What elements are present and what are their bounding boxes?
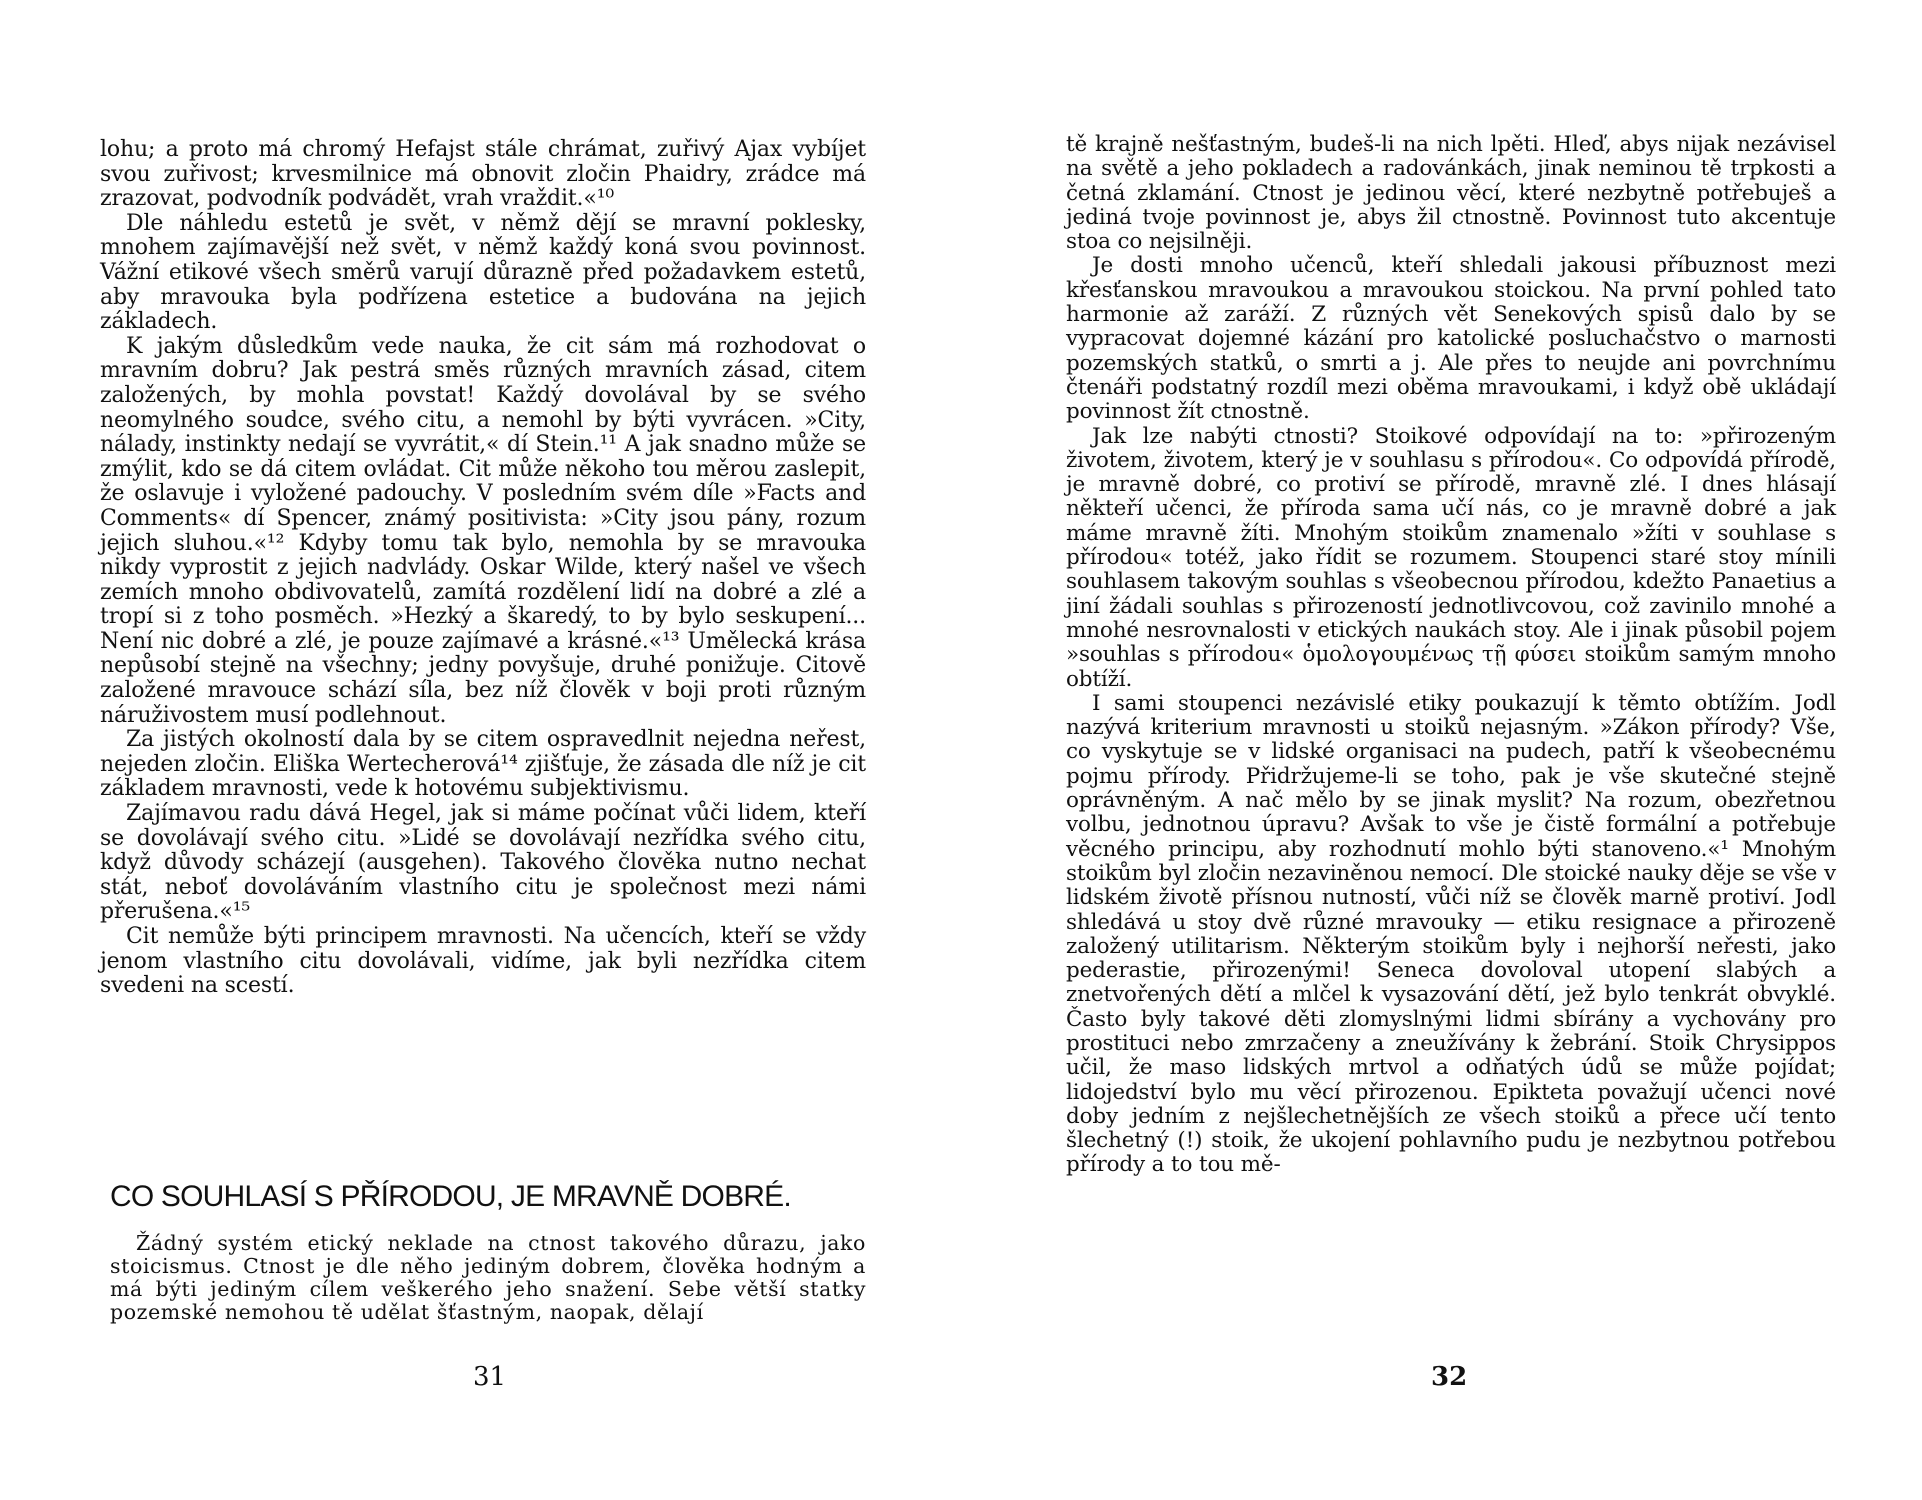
right-page — [961, 0, 1922, 1500]
left-page-bottom-text — [110, 1232, 866, 1324]
paragraph: tě krajně nešťastným, budeš-li na nich lpěti. Hleď, abys nijak nezávisel na světě a jeho pokladech a radovánkách, jinak neminou tě trpkosti a četná zklamání. Ctnost je jedinou věcí, které nezbytně potřebuješ a jediná tvoje povinnost je, abys žil ctnostně. Povinnost tuto akcentuje stoa co nejsilněji. — [1066, 132, 1836, 255]
paragraph: Je dosti mnoho učenců, kteří shledali jakousi příbuznost mezi křesťanskou mravoukou a mravoukou stoickou. Na první pohled tato harmonie až zaráží. Z různých vět Senekových spisů dalo by se vypracovat dojemné kázání pro katolické posluchačstvo o marnosti pozemských statků, o smrti a j. Ale přes to neujde ani povrchnímu čtenáři podstatný rozdíl mezi oběma mravoukami, i když obě ukládají povinnost žít ctnostně. — [1066, 253, 1836, 425]
paragraph: Jak lze nabýti ctnosti? Stoikové odpovídají na to: »přirozeným životem, životem, který je v souhlasu s přírodou«. Co odpovídá přírodě, je mravně dobré, co protiví se přírodě, mravně zlé. I dnes hlásají někteří učenci, že příroda sama učí nás, co je mravně dobré a jak máme mravně žíti. Mnohým stoikům znamenalo »žíti v souhlase s přírodou« totéž, jako řídit se rozumem. Stoupenci staré stoy mínili souhlasem takovým souhlas s všeobecnou přírodou, kdežto Panaetius a jiní žádali souhlas s přirozeností jednotlivcovou, což zavinilo mnohé a mnohé nesrovnalosti v etických naukách stoy. Ale i jinak působil pojem »souhlas s přírodou« ὁμολογουμένως τῇ φύσει stoikům samým mnoho obtíží. — [1066, 423, 1836, 692]
section-heading: CO SOUHLASÍ S PŘÍRODOU, JE MRAVNĚ DOBRÉ. — [110, 1180, 791, 1213]
right-page-text — [1066, 133, 1836, 1178]
paragraph: Zajímavou radu dává Hegel, jak si máme počínat vůči lidem, kteří se dovolávají svého citu. »Lidé se dovolávají nezřídka svého citu, když důvody scházejí (ausgehen). Takového člověka nutno nechat stát, neboť dovoláváním vlastního citu je společnost mezi námi přerušena.«¹⁵ — [100, 801, 866, 925]
paragraph: lohu; a proto má chromý Hefajst stále chrámat, zuřivý Ajax vybíjet svou zuřivost; krvesmilnice má obnovit zločin Phaidry, zrádce má zrazovat, podvodník podvádět, vrah vraždit.«¹⁰ — [100, 137, 866, 212]
page-number: 32 — [1431, 1362, 1468, 1392]
paragraph: Cit nemůže býti principem mravnosti. Na učencích, kteří se vždy jenom vlastního citu dovolávali, vidíme, jak byli nezřídka citem svedeni na scestí. — [100, 924, 866, 999]
paragraph: Dle náhledu estetů je svět, v němž dějí se mravní poklesky, mnohem zajímavější než svět, v němž každý koná svou povinnost. Vážní etikové všech směrů varují důrazně před požadavkem estetů, aby mravouka byla podřízena estetice a budována na jejich základech. — [100, 210, 866, 335]
page-number: 31 — [473, 1362, 507, 1392]
paragraph: Žádný systém etický neklade na ctnost takového důrazu, jako stoicismus. Ctnost je dle něho jediným dobrem, člověka hodným a má býti jediným cílem veškerého jeho snažení. Sebe větší statky pozemské nemohou tě udělat šťastným, naopak, dělají — [110, 1231, 866, 1324]
left-page-text — [100, 138, 866, 999]
paragraph: K jakým důsledkům vede nauka, že cit sám má rozhodovat o mravním dobru? Jak pestrá směs různých mravních zásad, citem založených, by mohla povstat! Každý dovolával by se svého neomylného soudce, svého citu, a nemohl by býti vyvrácen. »City, nálady, instinkty nedají se vyvrátit,« dí Stein.¹¹ A jak snadno může se zmýlit, kdo se dá citem ovládat. Cit může někoho tou měrou zaslepit, že oslavuje i vyložené padouchy. V posledním svém díle »Facts and Comments« dí Spencer, známý positivista: »City jsou pány, rozum jejich sluhou.«¹² Kdyby tomu tak bylo, nemohla by se mravouka nikdy vyprostit z jejich nadvlády. Oskar Wilde, který našel ve všech zemích mnoho obdivovatelů, zamítá rozdělení lidí na dobré a zlé a tropí si z toho posměch. »Hezký a škaredý, to by bylo seskupení... Není nic dobré a zlé, je pouze zajímavé a krásné.«¹³ Umělecká krása nepůsobí stejně na všechny; jedny povyšuje, druhé ponižuje. Citově založené mravouce schází síla, bez níž člověk v boji proti různým náruživostem musí podlehnout. — [100, 333, 866, 728]
paragraph: I sami stoupenci nezávislé etiky poukazují k těmto obtížím. Jodl nazývá kriterium mravnosti u stoiků nejasným. »Zákon přírody? Vše, co vyskytuje se v lidské organisaci na pudech, patří k všeobecnému pojmu přírody. Přidržujeme-li se toho, pak je vše skutečné stejně oprávněným. A nač mělo by se jinak myslit? Na rozum, obezřetnou volbu, jednotnou úpravu? Avšak to vše je čistě formální a potřebuje věcného principu, aby rozhodnutí mohlo býti stanoveno.«¹ Mnohým stoikům byl zločin nezaviněnou nemocí. Dle stoické nauky děje se vše v lidském životě přísnou nutností, vůči níž se člověk marně protiví. Jodl shledává u stoy dvě různé mravouky — etiku resignace a přirozeně založený utilitarism. Některým stoikům byly i nejhorší neřesti, jako pederastie, přirozenými! Seneca dovoloval utopení slabých a znetvořených dětí a mlčel k vysazování dětí, jež bylo tenkrát obvyklé. Často byly takové děti zlomyslnými lidmi sbírány a vychovány pro prostituci nebo zmrzačeny a zneužívány k žebrání. Stoik Chrysippos učil, že maso lidských mrtvol a odňatých údů se může pojídat; lidojedství bylo mu věcí přirozenou. Epikteta považují učenci nové doby jedním z nejšlechetnějších ze všech stoiků a přece učí tento šlechetný (!) stoik, že ukojení pohlavního pudu je nezbytnou potřebou přírody a to tou mě- — [1066, 690, 1836, 1178]
paragraph: Za jistých okolností dala by se citem ospravedlnit nejedna neřest, nejeden zločin. Eliška Wertecherová¹⁴ zjišťuje, že zásada dle níž je cit základem mravnosti, vede k hotovému subjektivismu. — [100, 727, 866, 802]
